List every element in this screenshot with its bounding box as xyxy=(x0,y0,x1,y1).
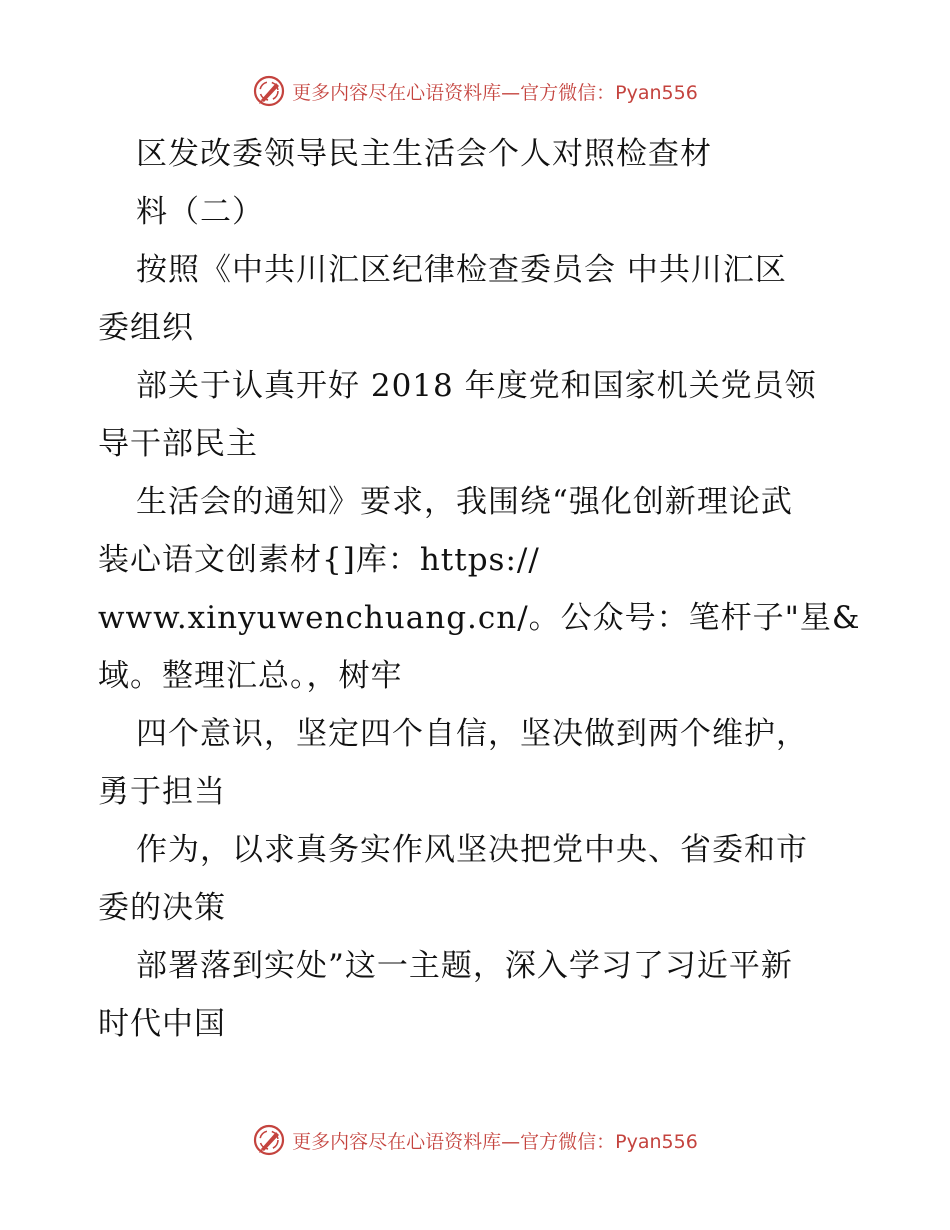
text-line: 生活会的通知》要求，我围绕“强化创新理论武 xyxy=(136,484,793,520)
text-line: 区发改委领导民主生活会个人对照检查材 xyxy=(136,136,712,172)
header-banner xyxy=(0,69,950,113)
document-body xyxy=(98,125,861,1053)
text-line: 部关于认真开好 2018 年度党和国家机关党员领 xyxy=(136,368,817,404)
footer-banner xyxy=(0,1118,950,1162)
text-line: 委组织 xyxy=(98,310,194,346)
text-line: 导干部民主 xyxy=(98,426,258,462)
text-line: 作为，以求真务实作风坚决把党中央、省委和市 xyxy=(136,832,808,868)
text-line: 时代中国 xyxy=(98,1006,226,1042)
text-line: 域。整理汇总。，树牢 xyxy=(98,658,403,694)
text-line: 按照《中共川汇区纪律检查委员会 中共川汇区 xyxy=(136,252,787,288)
footer-banner-text: 更多内容尽在心语资料库—官方微信：Pyan556 xyxy=(292,1130,698,1153)
header-banner-text: 更多内容尽在心语资料库—官方微信：Pyan556 xyxy=(292,81,698,104)
text-line: 四个意识，坚定四个自信，坚决做到两个维护， xyxy=(136,716,808,752)
text-line: 料（二） xyxy=(136,194,264,230)
text-line: 部署落到实处”这一主题，深入学习了习近平新 xyxy=(136,948,793,984)
pen-nib-logo-icon xyxy=(252,74,286,108)
text-line: www.xinyuwenchuang.cn/。公众号：笔杆子"星& xyxy=(98,600,861,636)
text-line: 委的决策 xyxy=(98,890,226,926)
text-line: 装心语文创素材{]库：https:// xyxy=(98,542,540,578)
text-line: 勇于担当 xyxy=(98,774,226,810)
pen-nib-logo-icon xyxy=(252,1123,286,1157)
